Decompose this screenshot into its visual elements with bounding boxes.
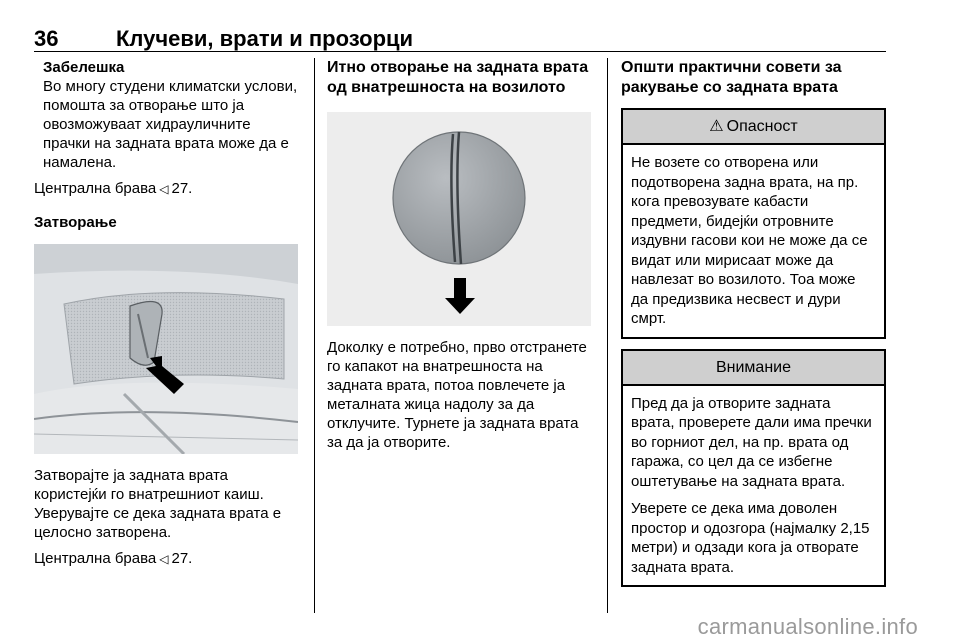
watermark: carmanualsonline.info: [697, 614, 918, 639]
reference-text: Централна брава: [34, 180, 157, 197]
central-lock-reference-1: [34, 179, 298, 199]
page-number: 36: [34, 26, 59, 51]
column-1: [34, 56, 298, 569]
reference-arrow-icon: ◁: [159, 182, 169, 196]
tailgate-strap-illustration: [34, 244, 298, 454]
warning-triangle-icon: ⚠: [709, 118, 724, 135]
danger-title: Опасност: [726, 118, 798, 135]
reference-arrow-icon: ◁: [159, 552, 169, 566]
note-block: [34, 58, 298, 172]
practical-tips-heading: Општи практични совети за ракување со задната врата: [621, 59, 842, 96]
reference-page[interactable]: 27.: [171, 550, 193, 567]
chapter-title: Клучеви, врати и прозорци: [116, 26, 414, 51]
emergency-release-illustration: [327, 112, 591, 326]
caution-body: [623, 386, 884, 586]
closing-text: Затворајте ја задната врата користејќи го внатрешниот каиш. Уверувајте се дека задната врата е целосно затворена.: [34, 467, 282, 541]
column-divider-2: [607, 58, 608, 613]
danger-text: Не возете со отворена или подотворена задна врата, на пр. кога превозувате кабасти предмети, бидејќи отровните издувни гасови кои не може да се видат или мирисаат може да навлезат во возилото. Тоа може да предизвика несвест и дури смрт.: [631, 154, 868, 327]
caution-title: Внимание: [623, 351, 884, 386]
caution-text-2: Уверете се дека има доволен простор и одозгора (најмалку 2,15 метри) и одзади кога ја отворате задната врата.: [631, 500, 870, 576]
caution-box: [621, 349, 886, 588]
closing-heading: Затворање: [34, 214, 117, 231]
caution-text-1: Пред да ја отворите задната врата, проверете дали има пречки во горниот дел, на пр. врата од гаража, со цел да се избегне оштетување на задната врата.: [631, 394, 872, 490]
emergency-opening-heading: Итно отворање на задната врата од внатрешноста на возилото: [327, 59, 589, 96]
page-header: [34, 26, 886, 52]
reference-page[interactable]: 27.: [171, 180, 193, 197]
danger-box: [621, 108, 886, 339]
column-3: [621, 56, 886, 587]
note-title: Забелешка: [43, 59, 125, 76]
column-2: [327, 56, 595, 452]
note-text: Во многу студени климатски услови, помошта за отворање што ја овозможуваат хидрауличните прачки на задната врата може да е намалена.: [43, 78, 298, 171]
column-divider-1: [314, 58, 315, 613]
danger-box-header: [623, 110, 884, 145]
emergency-opening-text: Доколку е потребно, прво отстранете го капакот на внатрешноста на задната врата, потоа повлечете ја металната жица надолу за да отклучите. Турнете ја задната врата за да ја отворите.: [327, 339, 587, 451]
reference-text: Централна брава: [34, 550, 157, 567]
central-lock-reference-2: [34, 549, 298, 569]
